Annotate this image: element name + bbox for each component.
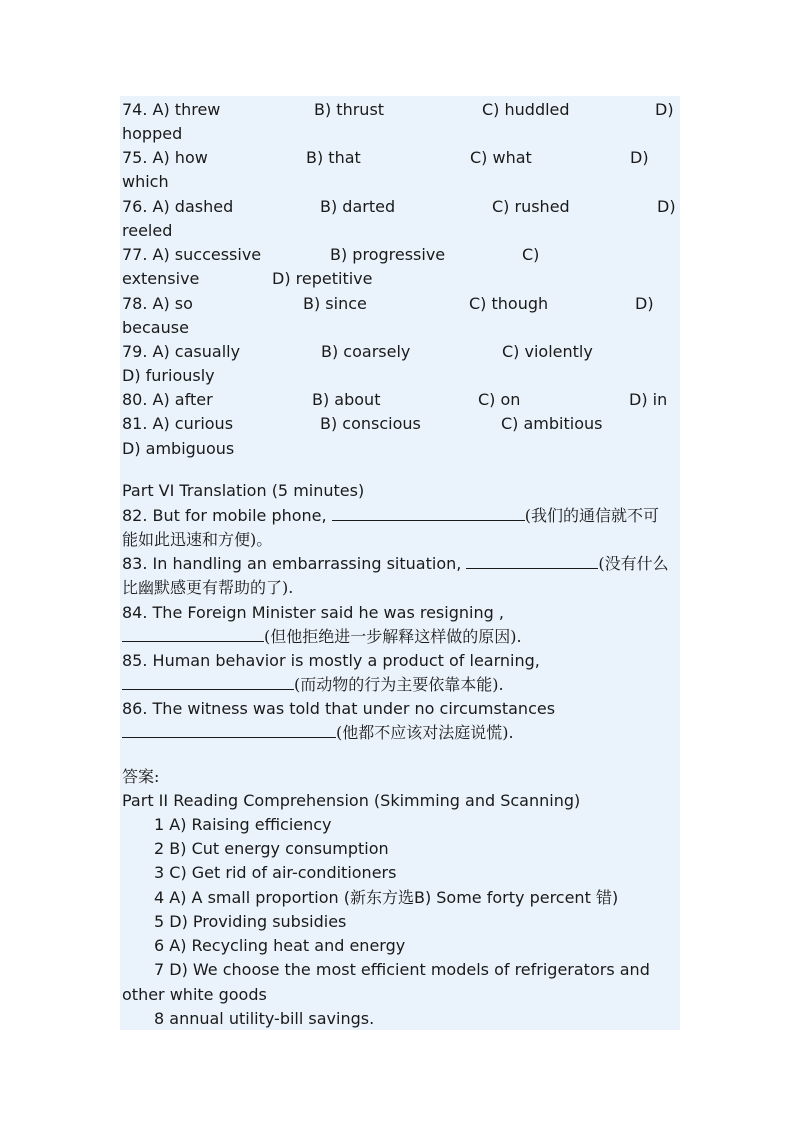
q81-option-c: C) ambitious — [501, 414, 603, 433]
t83-english: 83. In handling an embarrassing situation, — [122, 554, 462, 573]
answer-8: 8 annual utility-bill savings. — [154, 1009, 375, 1028]
q75-option-d: D) — [630, 148, 649, 167]
q77-option-b: B) progressive — [330, 245, 446, 264]
q75-option-b: B) that — [306, 148, 361, 167]
translation-83 — [122, 553, 669, 575]
translation-86: 86. The witness was told that under no circumstances — [122, 699, 556, 718]
q78-option-d: D) — [635, 294, 654, 313]
t83-chinese: (没有什么 — [598, 554, 669, 573]
q74-option-d: D) — [655, 100, 674, 119]
answer-1: 1 A) Raising efficiency — [154, 815, 332, 834]
t82-blank — [332, 505, 525, 521]
q76-option-a: 76. A) dashed — [122, 197, 234, 216]
t83-blank — [466, 553, 598, 569]
q76-wrap: reeled — [122, 221, 173, 240]
translation-heading: Part VI Translation (5 minutes) — [122, 481, 365, 500]
q80-option-c: C) on — [478, 390, 521, 409]
answer-4-note: 新东方选 — [349, 888, 414, 907]
q74-option-c: C) huddled — [482, 100, 570, 119]
t85-line2 — [122, 674, 504, 696]
q79-wrap: D) furiously — [122, 366, 215, 385]
answer-4-close: ) — [611, 888, 619, 907]
q77-option-a: 77. A) successive — [122, 245, 262, 264]
t86-blank — [122, 722, 336, 738]
q79-option-c: C) violently — [502, 342, 593, 361]
q81-option-a: 81. A) curious — [122, 414, 234, 433]
answer-3: 3 C) Get rid of air-conditioners — [154, 863, 397, 882]
q75-wrap: which — [122, 172, 169, 191]
translation-84: 84. The Foreign Minister said he was resigning , — [122, 603, 504, 622]
q76-option-c: C) rushed — [492, 197, 570, 216]
t85-chinese: (而动物的行为主要依靠本能). — [294, 675, 504, 694]
q80-option-b: B) about — [312, 390, 381, 409]
t84-line2 — [122, 626, 522, 648]
t86-chinese: (他都不应该对法庭说慌). — [336, 723, 514, 742]
q78-wrap: because — [122, 318, 189, 337]
q77-option-c-text: extensive — [122, 269, 200, 288]
answer-5: 5 D) Providing subsidies — [154, 912, 347, 931]
q77-option-d: D) repetitive — [272, 269, 373, 288]
q79-option-a: 79. A) casually — [122, 342, 241, 361]
q76-option-d: D) — [657, 197, 676, 216]
answer-2: 2 B) Cut energy consumption — [154, 839, 389, 858]
translation-85: 85. Human behavior is mostly a product of learning, — [122, 651, 540, 670]
answers-label: 答案: — [122, 767, 160, 786]
q74-option-b: B) thrust — [314, 100, 385, 119]
q79-option-b: B) coarsely — [321, 342, 411, 361]
translation-82 — [122, 505, 659, 527]
t82-chinese: (我们的通信就不可 — [524, 506, 659, 525]
t82-english: 82. But for mobile phone, — [122, 506, 327, 525]
t85-blank — [122, 674, 294, 690]
answer-4-wrong: 错 — [595, 888, 612, 907]
q78-option-a: 78. A) so — [122, 294, 193, 313]
q80-option-a: 80. A) after — [122, 390, 213, 409]
q78-option-b: B) since — [303, 294, 367, 313]
answers-section-heading: Part II Reading Comprehension (Skimming and Scanning) — [122, 791, 581, 810]
q77-option-c: C) — [522, 245, 540, 264]
t83-chinese-cont: 比幽默感更有帮助的了). — [122, 578, 294, 597]
q76-option-b: B) darted — [320, 197, 396, 216]
t84-chinese: (但他拒绝进一步解释这样做的原因). — [264, 627, 522, 646]
q81-wrap: D) ambiguous — [122, 439, 235, 458]
q81-option-b: B) conscious — [320, 414, 421, 433]
q80-option-d: D) in — [629, 390, 668, 409]
q75-option-a: 75. A) how — [122, 148, 208, 167]
answer-4-part-a: 4 A) A small proportion ( — [154, 888, 350, 907]
answer-7-wrap: other white goods — [122, 985, 267, 1004]
answer-7: 7 D) We choose the most efficient models of refrigerators and — [154, 960, 650, 979]
q75-option-c: C) what — [470, 148, 532, 167]
t84-blank — [122, 626, 264, 642]
answer-4 — [154, 887, 618, 909]
t86-line2 — [122, 722, 514, 744]
answer-6: 6 A) Recycling heat and energy — [154, 936, 406, 955]
q78-option-c: C) though — [469, 294, 549, 313]
t82-chinese-cont: 能如此迅速和方便)。 — [122, 530, 273, 549]
q74-option-a: 74. A) threw — [122, 100, 221, 119]
q74-wrap: hopped — [122, 124, 183, 143]
answer-4-part-b: B) Some forty percent — [413, 888, 596, 907]
